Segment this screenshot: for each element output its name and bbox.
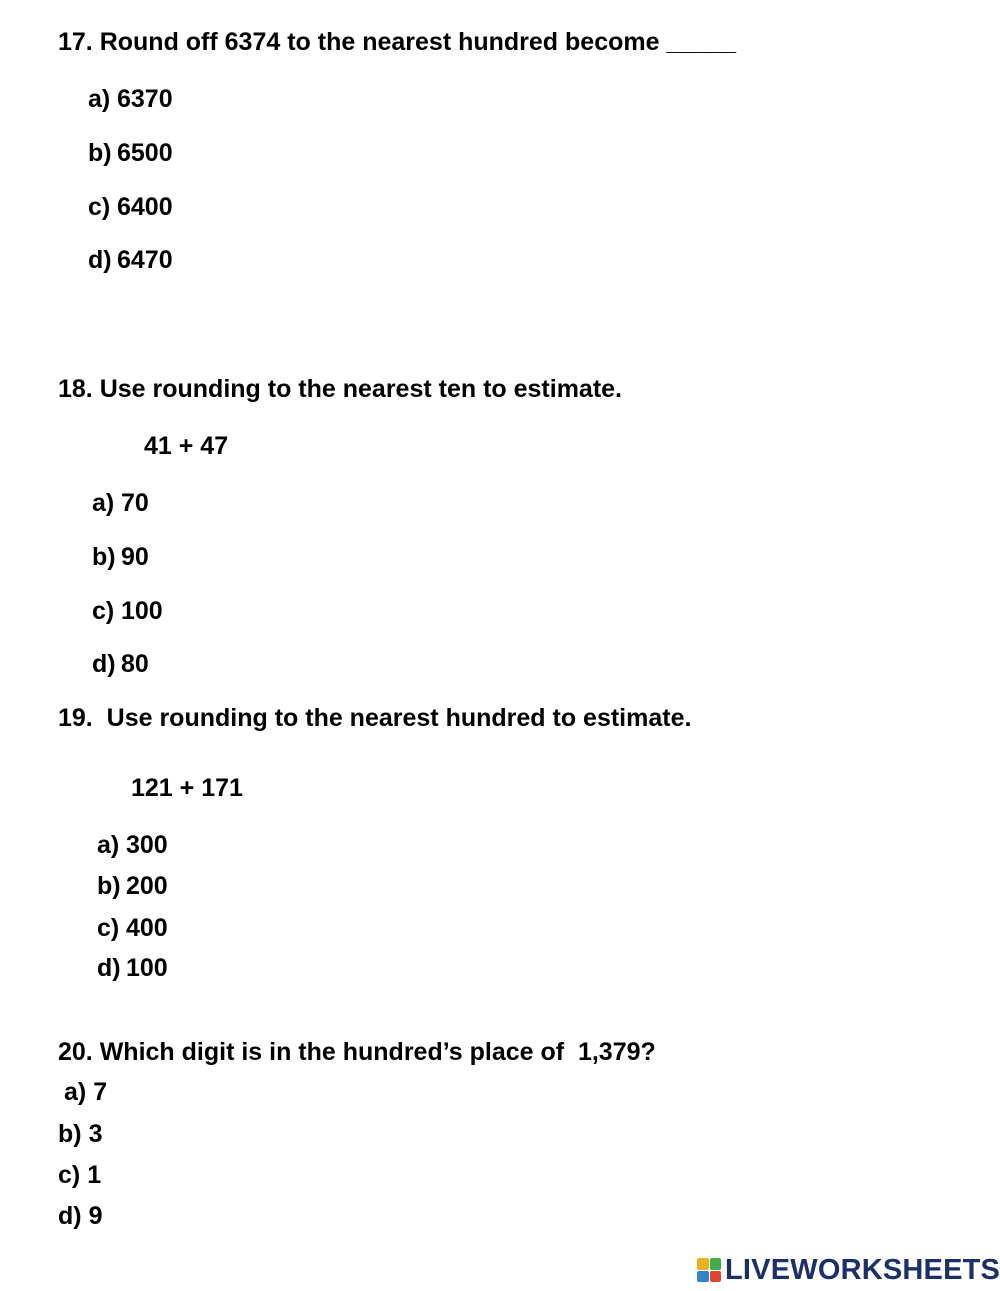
liveworksheets-logo xyxy=(697,1255,1000,1285)
question-18-option-a[interactable] xyxy=(92,488,149,518)
question-17-option-a[interactable] xyxy=(88,84,173,114)
question-19-option-c[interactable] xyxy=(97,913,168,943)
option-label: b) xyxy=(58,1120,82,1148)
option-label: c) xyxy=(58,1161,81,1189)
option-label: d) xyxy=(88,246,112,274)
option-value: 200 xyxy=(126,872,168,900)
option-value: 1 xyxy=(87,1161,102,1189)
option-value: 90 xyxy=(121,543,149,571)
question-20-prompt: 20. Which digit is in the hundred’s place of 1,379? xyxy=(58,1038,656,1066)
option-label: b) xyxy=(88,139,112,167)
option-value: 6370 xyxy=(117,85,173,113)
question-19-prompt: 19. Use rounding to the nearest hundred to estimate. xyxy=(58,704,692,732)
option-label: d) xyxy=(97,954,121,982)
question-18-expression: 41 + 47 xyxy=(144,432,229,460)
option-label: a) xyxy=(92,489,115,517)
question-19-expression: 121 + 171 xyxy=(131,774,243,802)
question-17-option-c[interactable] xyxy=(88,192,173,222)
question-18-option-d[interactable] xyxy=(92,649,149,679)
option-label: c) xyxy=(97,914,120,942)
question-20-option-c[interactable] xyxy=(58,1160,101,1190)
option-value: 100 xyxy=(121,597,163,625)
logo-tile xyxy=(697,1271,709,1283)
option-label: a) xyxy=(64,1078,87,1106)
question-18-option-b[interactable] xyxy=(92,542,149,572)
question-17-option-b[interactable] xyxy=(88,138,173,168)
option-label: c) xyxy=(92,597,115,625)
question-19-option-b[interactable] xyxy=(97,871,168,901)
option-label: d) xyxy=(92,650,116,678)
option-value: 80 xyxy=(121,650,149,678)
logo-tile xyxy=(710,1258,722,1270)
question-19-option-a[interactable] xyxy=(97,830,168,860)
question-18-prompt: 18. Use rounding to the nearest ten to estimate. xyxy=(58,375,623,403)
question-17-prompt: 17. Round off 6374 to the nearest hundred become _____ xyxy=(58,28,736,56)
option-value: 100 xyxy=(126,954,168,982)
option-label: a) xyxy=(97,831,120,859)
option-label: b) xyxy=(92,543,116,571)
option-label: c) xyxy=(88,193,111,221)
option-label: a) xyxy=(88,85,111,113)
question-20-option-b[interactable] xyxy=(58,1119,102,1149)
question-18-option-c[interactable] xyxy=(92,596,163,626)
option-value: 400 xyxy=(126,914,168,942)
option-value: 7 xyxy=(93,1078,108,1106)
question-17-option-d[interactable] xyxy=(88,245,173,275)
logo-tile xyxy=(710,1271,722,1283)
question-20-option-d[interactable] xyxy=(58,1201,102,1231)
question-19-option-d[interactable] xyxy=(97,953,168,983)
option-value: 3 xyxy=(88,1120,103,1148)
question-20-option-a[interactable] xyxy=(64,1077,107,1107)
option-label: b) xyxy=(97,872,121,900)
option-label: d) xyxy=(58,1202,82,1230)
option-value: 6470 xyxy=(117,246,173,274)
option-value: 70 xyxy=(121,489,149,517)
logo-text: LIVEWORKSHEETS xyxy=(725,1253,1000,1286)
option-value: 9 xyxy=(88,1202,103,1230)
option-value: 6500 xyxy=(117,139,173,167)
logo-tile xyxy=(697,1258,709,1270)
option-value: 300 xyxy=(126,831,168,859)
option-value: 6400 xyxy=(117,193,173,221)
logo-tiles-icon xyxy=(697,1258,721,1282)
